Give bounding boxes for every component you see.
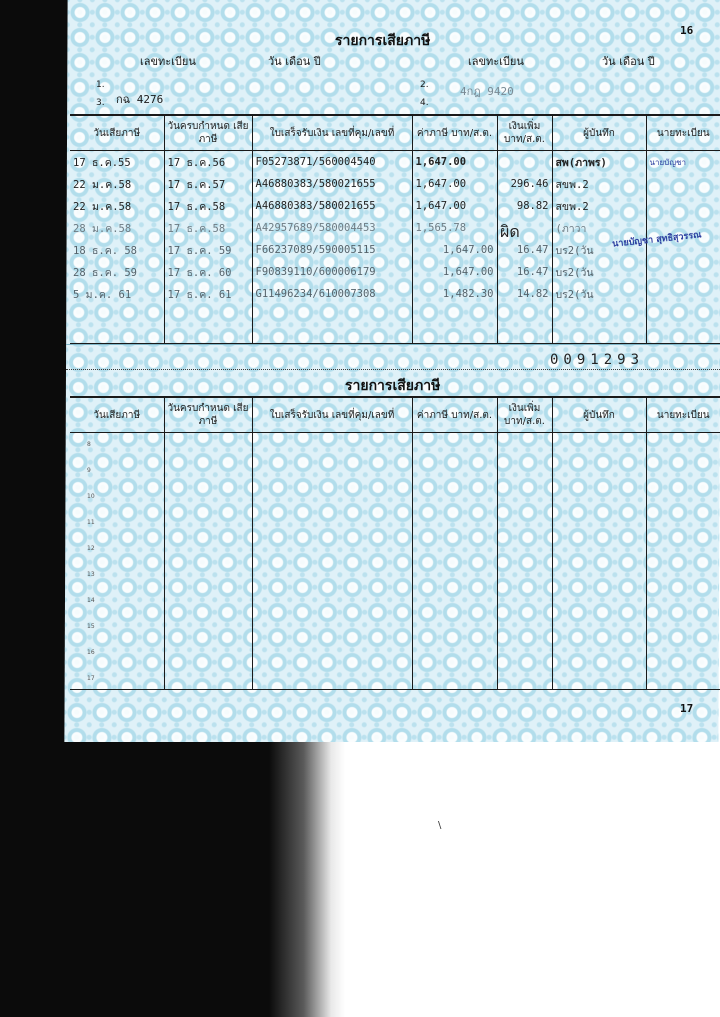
cell-receipt: A46880383/580021655	[252, 173, 412, 195]
cell-paid: 22 ม.ค.58	[70, 173, 164, 195]
cell-surcharge: 98.82	[497, 195, 552, 217]
section-title-top: รายการเสียภาษี	[335, 33, 431, 49]
cell-empty	[252, 433, 412, 690]
cell-receipt: A42957689/580004453	[252, 217, 412, 239]
scan-black-corner	[0, 740, 345, 1017]
col-header-paid-date: วันเสียภาษี	[70, 115, 164, 151]
col-header-recorder: ผู้บันทึก	[552, 115, 646, 151]
cell-surcharge: 296.46	[497, 173, 552, 195]
reg-index-4: 4.	[420, 98, 429, 108]
reg-no-label-left: เลขทะเบียน	[140, 55, 196, 68]
cell-registrar	[646, 283, 720, 305]
cell-empty	[646, 433, 720, 690]
pen-mark: \	[438, 820, 442, 831]
cell-due: 17 ธ.ค. 60	[164, 261, 252, 283]
row-number: 9	[87, 467, 91, 474]
cell-receipt: G11496234/610007308	[252, 283, 412, 305]
cell-tax: 1,647.00	[412, 195, 497, 217]
cell-tax: 1,482.30	[412, 283, 497, 305]
cell-registrar	[646, 195, 720, 217]
tax-table-top	[70, 114, 720, 344]
cell-surcharge	[497, 151, 552, 174]
cell-recorder: สขพ.2	[552, 173, 646, 195]
row-number: 12	[87, 545, 95, 552]
col-header-due-date: วันครบกำหนด เสียภาษี	[164, 397, 252, 433]
cell-surcharge: 14.82	[497, 283, 552, 305]
reg-value-2: 4กฎ 9420	[460, 85, 514, 98]
cell-tax: 1,565.78	[412, 217, 497, 239]
cell-recorder: สพ(ภาพร)	[552, 151, 646, 174]
date-label-left: วัน เดือน ปี	[268, 55, 321, 68]
cell-due: 17 ธ.ค.58	[164, 217, 252, 239]
table-row	[70, 261, 720, 283]
cell-tax: 1,647.00	[412, 151, 497, 174]
cell-receipt: F66237089/590005115	[252, 239, 412, 261]
row-number: 8	[87, 441, 91, 448]
cell-tax	[412, 305, 497, 344]
table-row	[70, 195, 720, 217]
cell-due: 17 ธ.ค.58	[164, 195, 252, 217]
cell-tax: 1,647.00	[412, 173, 497, 195]
row-number: 14	[87, 597, 95, 604]
cell-receipt	[252, 305, 412, 344]
cell-receipt: F05273871/560004540	[252, 151, 412, 174]
col-header-surcharge: เงินเพิ่ม บาท/ส.ต.	[497, 397, 552, 433]
serial-fragment: 0091293	[550, 352, 645, 368]
cell-paid: 5 ม.ค. 61	[70, 283, 164, 305]
cell-recorder: บร2(วัน	[552, 283, 646, 305]
cell-paid: 28 ธ.ค. 59	[70, 261, 164, 283]
cell-due: 17 ธ.ค.56	[164, 151, 252, 174]
col-header-recorder: ผู้บันทึก	[552, 397, 646, 433]
reg-index-3: 3.	[96, 98, 105, 108]
cell-paid: 28 ม.ค.58	[70, 217, 164, 239]
row-number: 10	[87, 493, 95, 500]
cell-empty	[497, 433, 552, 690]
cell-receipt: A46880383/580021655	[252, 195, 412, 217]
cell-receipt: F90839110/600006179	[252, 261, 412, 283]
cell-empty	[552, 433, 646, 690]
page-number-bottom: 17	[680, 702, 694, 715]
reg-value-1: กฉ 4276	[116, 93, 164, 106]
cell-registrar	[646, 305, 720, 344]
row-number: 17	[87, 675, 95, 682]
table-row	[70, 433, 720, 690]
table-row	[70, 151, 720, 174]
row-number: 11	[87, 519, 95, 526]
row-number: 13	[87, 571, 95, 578]
reg-index-1: 1.	[96, 80, 105, 90]
col-header-receipt: ใบเสร็จรับเงิน เลขที่คุม/เลขที่	[252, 115, 412, 151]
col-header-registrar: นายทะเบียน	[646, 115, 720, 151]
tax-table-header-row	[70, 397, 720, 433]
table-row	[70, 283, 720, 305]
cell-paid: 18 ธ.ค. 58	[70, 239, 164, 261]
cell-surcharge: 16.47	[497, 261, 552, 283]
page-number-top: 16	[680, 24, 694, 37]
handwritten-mark: ผิด	[500, 222, 520, 241]
cell-registrar: นายบัญชา	[649, 157, 686, 167]
col-header-receipt: ใบเสร็จรับเงิน เลขที่คุม/เลขที่	[252, 397, 412, 433]
cell-paid	[70, 305, 164, 344]
reg-index-2: 2.	[420, 80, 429, 90]
col-header-surcharge: เงินเพิ่ม บาท/ส.ต.	[497, 115, 552, 151]
cell-due	[164, 305, 252, 344]
cell-recorder: บร2(วัน	[552, 261, 646, 283]
cell-surcharge: 16.47	[497, 239, 552, 261]
row-number: 16	[87, 649, 95, 656]
cell-registrar	[646, 261, 720, 283]
tax-table-header-row	[70, 115, 720, 151]
official-stamp: นายบัญชา สุทธิสุวรรณ	[611, 230, 703, 250]
cell-empty	[70, 433, 164, 690]
col-header-paid-date: วันเสียภาษี	[70, 397, 164, 433]
date-label-right: วัน เดือน ปี	[602, 55, 655, 68]
cell-registrar	[646, 173, 720, 195]
col-header-tax: ค่าภาษี บาท/ส.ต.	[412, 397, 497, 433]
col-header-registrar: นายทะเบียน	[646, 397, 720, 433]
cell-empty	[412, 433, 497, 690]
row-number: 15	[87, 623, 95, 630]
cell-due: 17 ธ.ค. 59	[164, 239, 252, 261]
cell-due: 17 ธ.ค. 61	[164, 283, 252, 305]
cell-recorder	[552, 305, 646, 344]
reg-no-label-right: เลขทะเบียน	[468, 55, 524, 68]
col-header-due-date: วันครบกำหนด เสียภาษี	[164, 115, 252, 151]
cell-tax: 1,647.00	[412, 239, 497, 261]
cell-recorder: บร2(วัน	[552, 239, 646, 261]
cell-due: 17 ธ.ค.57	[164, 173, 252, 195]
col-header-tax: ค่าภาษี บาท/ส.ต.	[412, 115, 497, 151]
tax-table-bottom	[70, 396, 720, 690]
cell-paid: 22 ม.ค.58	[70, 195, 164, 217]
cell-tax: 1,647.00	[412, 261, 497, 283]
cell-recorder: (ภาวา	[552, 217, 646, 239]
table-row	[70, 305, 720, 344]
cell-surcharge	[497, 305, 552, 344]
cell-paid: 17 ธ.ค.55	[70, 151, 164, 174]
cell-empty	[164, 433, 252, 690]
cell-recorder: สขพ.2	[552, 195, 646, 217]
table-row	[70, 173, 720, 195]
section-title-bottom: รายการเสียภาษี	[345, 378, 441, 394]
